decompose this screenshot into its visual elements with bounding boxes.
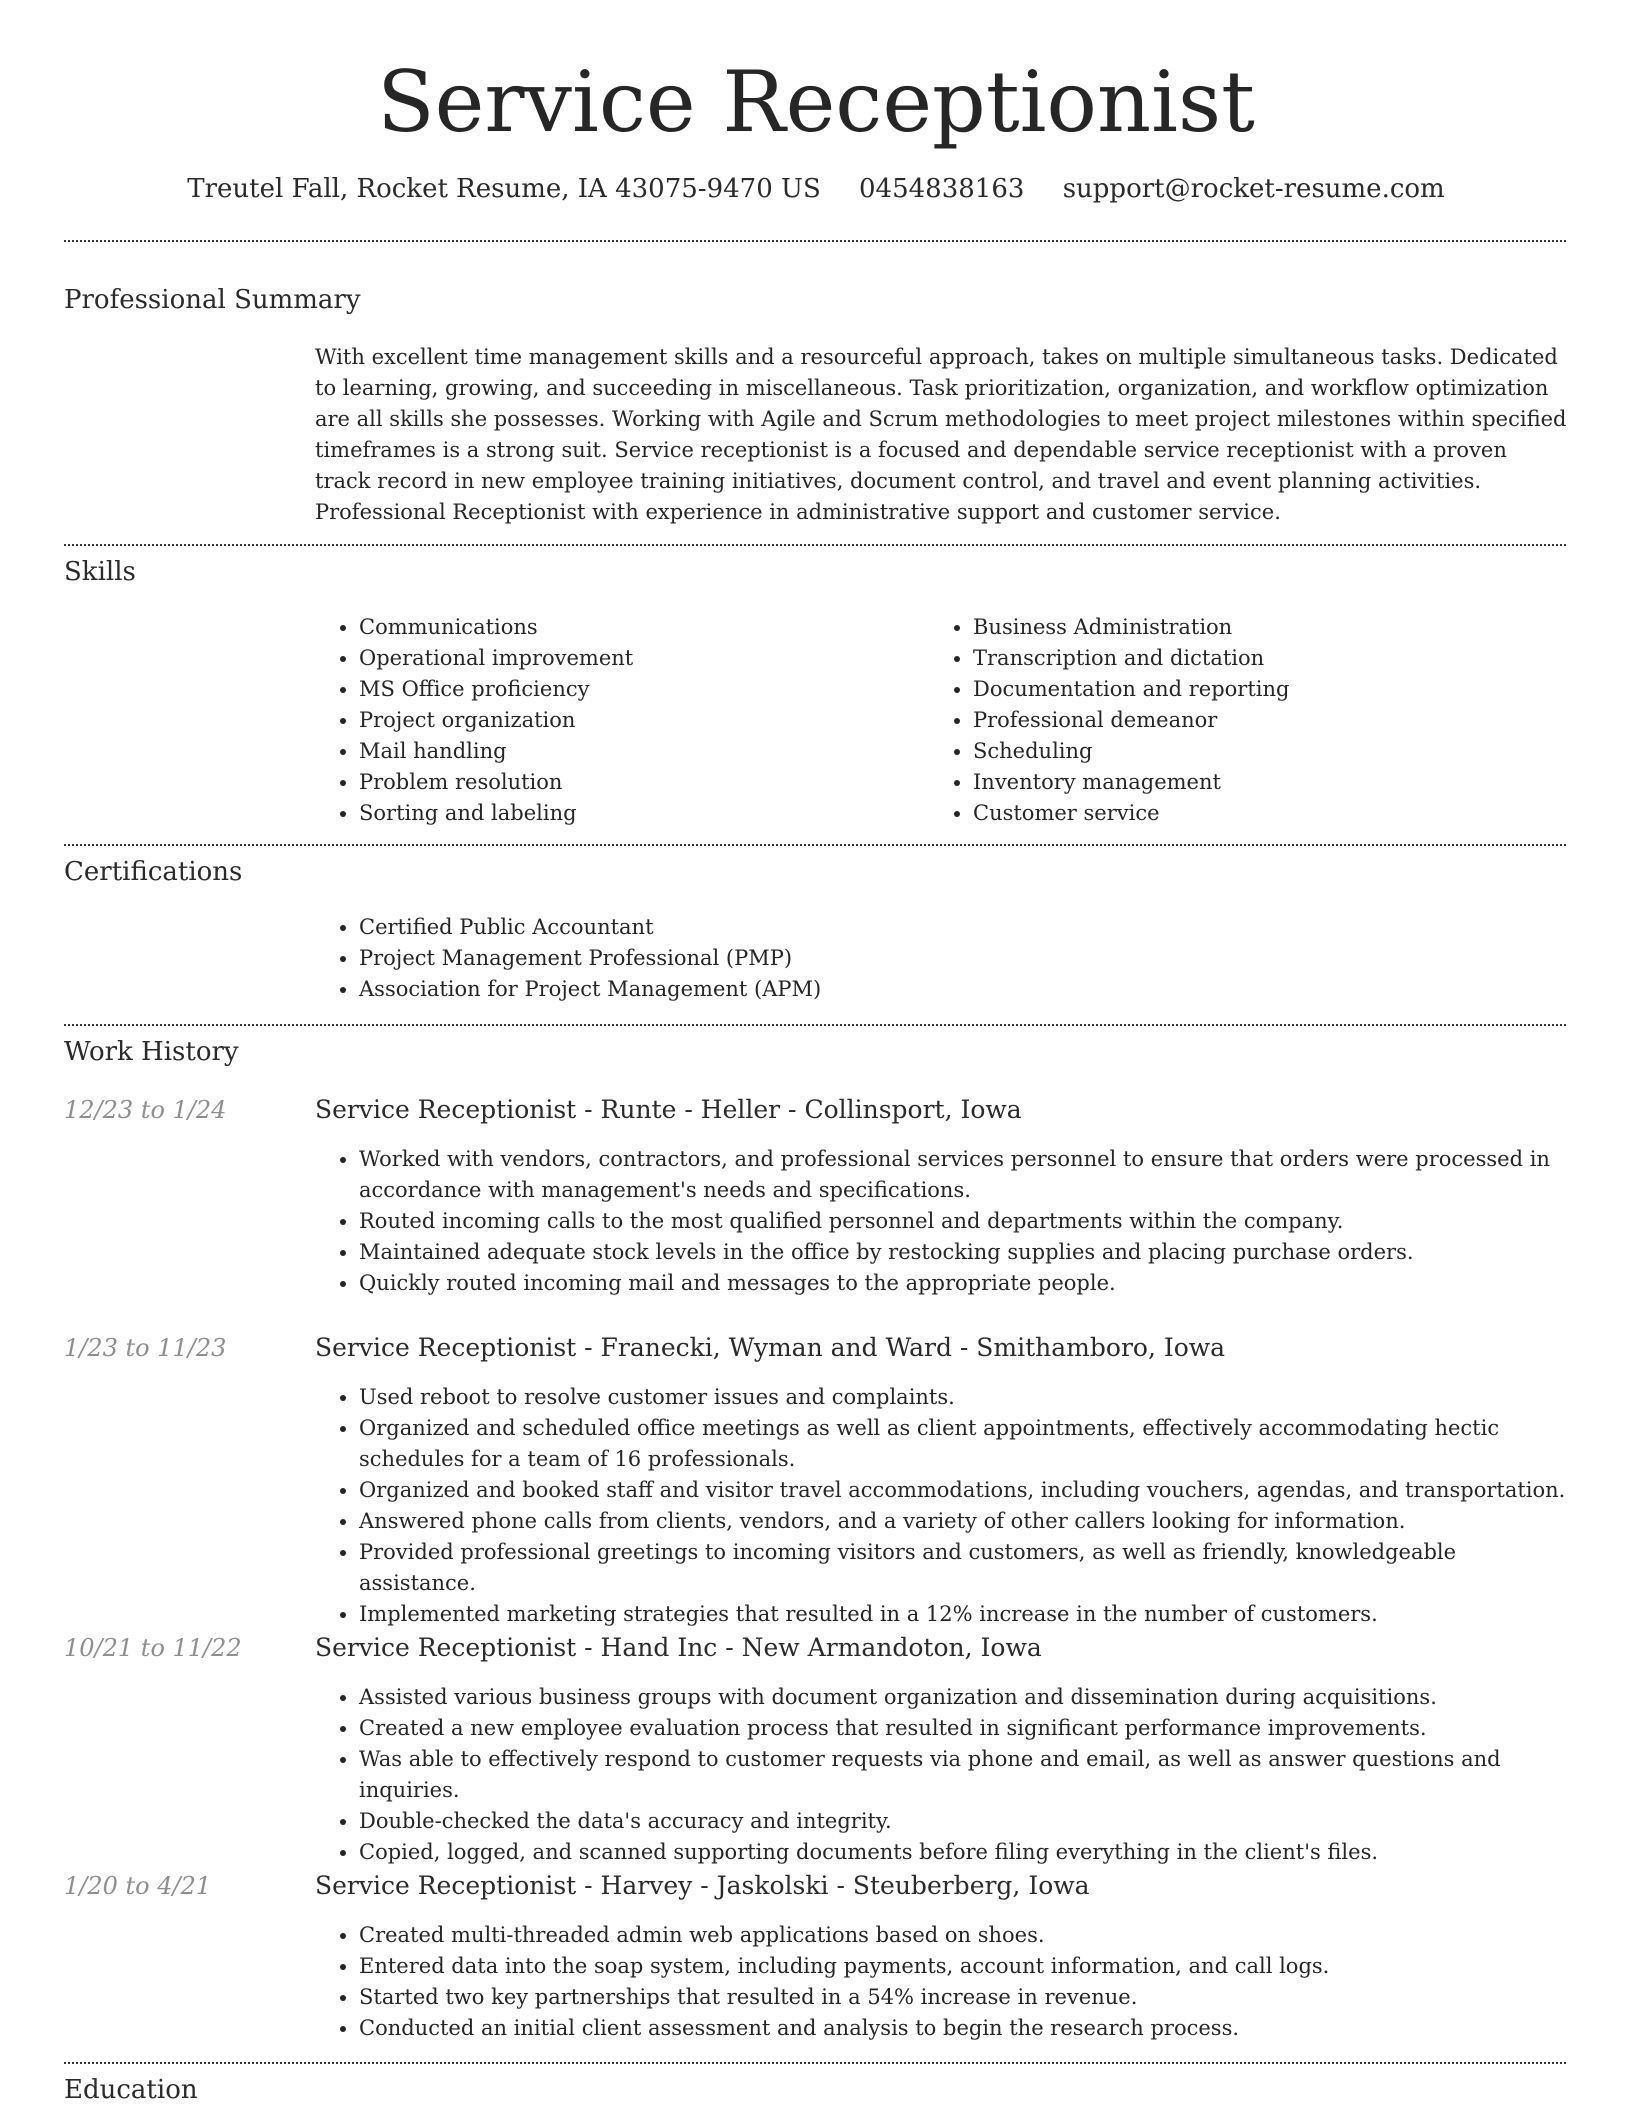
skill-item: • MS Office proficiency: [359, 674, 915, 705]
skill-item: • Professional demeanor: [973, 705, 1549, 736]
candidate-name: Service Receptionist: [377, 53, 1255, 151]
job-bullet: • Quickly routed incoming mail and messages to the appropriate people.: [359, 1268, 1569, 1299]
skill-item: • Scheduling: [973, 736, 1549, 767]
job-bullet: • Organized and booked staff and visitor travel accommodations, including vouchers, agendas, and transportation.: [359, 1475, 1569, 1506]
job-bullets: [315, 1144, 1569, 1299]
job-dates: 1/20 to 4/21: [64, 1872, 212, 1900]
job-bullet: • Copied, logged, and scanned supporting documents before filing everything in the client's files.: [359, 1837, 1569, 1868]
skills-list-left: [315, 612, 915, 829]
job-title: Service Receptionist - Runte - Heller - Collinsport, Iowa: [315, 1095, 1022, 1124]
section-divider: [64, 844, 1566, 846]
skill-item: • Transcription and dictation: [973, 643, 1549, 674]
job-bullet: • Maintained adequate stock levels in the office by restocking supplies and placing purchase orders.: [359, 1237, 1569, 1268]
section-title-work-history: Work History: [64, 1037, 239, 1067]
job-bullet: • Conducted an initial client assessment and analysis to begin the research process.: [359, 2013, 1569, 2044]
job-title: Service Receptionist - Franecki, Wyman and Ward - Smithamboro, Iowa: [315, 1333, 1226, 1362]
job-title: Service Receptionist - Harvey - Jaskolski - Steuberberg, Iowa: [315, 1871, 1090, 1900]
section-title-skills: Skills: [64, 557, 136, 587]
contact-email: support@rocket-resume.com: [1062, 174, 1445, 204]
skill-item: • Documentation and reporting: [973, 674, 1549, 705]
skills-list-right: [929, 612, 1549, 829]
job-dates: 1/23 to 11/23: [64, 1334, 227, 1362]
skill-item: • Mail handling: [359, 736, 915, 767]
skill-item: • Inventory management: [973, 767, 1549, 798]
job-bullet: • Organized and scheduled office meetings as well as client appointments, effectively accommodating hectic schedules for a team of 16 professionals.: [359, 1413, 1569, 1475]
summary-text: With excellent time management skills and a resourceful approach, takes on multiple simultaneous tasks. Dedicated to learning, growing, and succeeding in miscellaneous. Task prioritization, organization, and workflow optimization are all skills she possesses. Working with Agile and Scrum methodologies to meet project milestones within specified timeframes is a strong suit. Service receptionist is a focused and dependable service receptionist with a proven track record in new employee training initiatives, document control, and travel and event planning activities. Professional Receptionist with experience in administrative support and customer service.: [315, 345, 1567, 524]
section-title-certifications: Certifications: [64, 857, 243, 887]
section-divider: [64, 544, 1566, 546]
job-title: Service Receptionist - Hand Inc - New Armandoton, Iowa: [315, 1633, 1042, 1662]
contact-phone: 0454838163: [859, 174, 1025, 204]
section-title-summary: Professional Summary: [64, 285, 361, 315]
job-bullets: [315, 1682, 1569, 1868]
skill-item: • Business Administration: [973, 612, 1549, 643]
section-title-education: Education: [64, 2075, 198, 2105]
job-bullet: • Created a new employee evaluation process that resulted in significant performance improvements.: [359, 1713, 1569, 1744]
certification-item: • Project Management Professional (PMP): [359, 943, 821, 974]
job-bullet: • Assisted various business groups with document organization and dissemination during acquisitions.: [359, 1682, 1569, 1713]
job-bullet: • Started two key partnerships that resulted in a 54% increase in revenue.: [359, 1982, 1569, 2013]
job-bullet: • Used reboot to resolve customer issues and complaints.: [359, 1382, 1569, 1413]
skill-item: • Customer service: [973, 798, 1549, 829]
job-bullet: • Created multi-threaded admin web applications based on shoes.: [359, 1920, 1569, 1951]
job-bullet: • Was able to effectively respond to customer requests via phone and email, as well as answer questions and inquiries.: [359, 1744, 1569, 1806]
contact-address: Treutel Fall, Rocket Resume, IA 43075-9470 US: [187, 174, 821, 204]
contact-line: [0, 172, 1632, 206]
job-bullet: • Provided professional greetings to incoming visitors and customers, as well as friendly, knowledgeable assistance.: [359, 1537, 1569, 1599]
section-divider: [64, 240, 1566, 242]
job-bullet: • Entered data into the soap system, including payments, account information, and call logs.: [359, 1951, 1569, 1982]
certification-item: • Certified Public Accountant: [359, 912, 821, 943]
job-dates: 12/23 to 1/24: [64, 1096, 227, 1124]
certification-item: • Association for Project Management (APM): [359, 974, 821, 1005]
section-divider: [64, 1024, 1566, 1026]
job-bullets: [315, 1382, 1569, 1630]
job-bullet: • Answered phone calls from clients, vendors, and a variety of other callers looking for information.: [359, 1506, 1569, 1537]
skill-item: • Problem resolution: [359, 767, 915, 798]
certifications-list: [315, 912, 821, 1005]
job-bullet: • Double-checked the data's accuracy and integrity.: [359, 1806, 1569, 1837]
section-divider: [64, 2062, 1566, 2064]
job-bullets: [315, 1920, 1569, 2044]
job-dates: 10/21 to 11/22: [64, 1634, 242, 1662]
job-bullet: • Implemented marketing strategies that resulted in a 12% increase in the number of customers.: [359, 1599, 1569, 1630]
skill-item: • Sorting and labeling: [359, 798, 915, 829]
skill-item: • Project organization: [359, 705, 915, 736]
skill-item: • Operational improvement: [359, 643, 915, 674]
skill-item: • Communications: [359, 612, 915, 643]
job-bullet: • Routed incoming calls to the most qualified personnel and departments within the company.: [359, 1206, 1569, 1237]
job-bullet: • Worked with vendors, contractors, and professional services personnel to ensure that orders were processed in accordance with management's needs and specifications.: [359, 1144, 1569, 1206]
